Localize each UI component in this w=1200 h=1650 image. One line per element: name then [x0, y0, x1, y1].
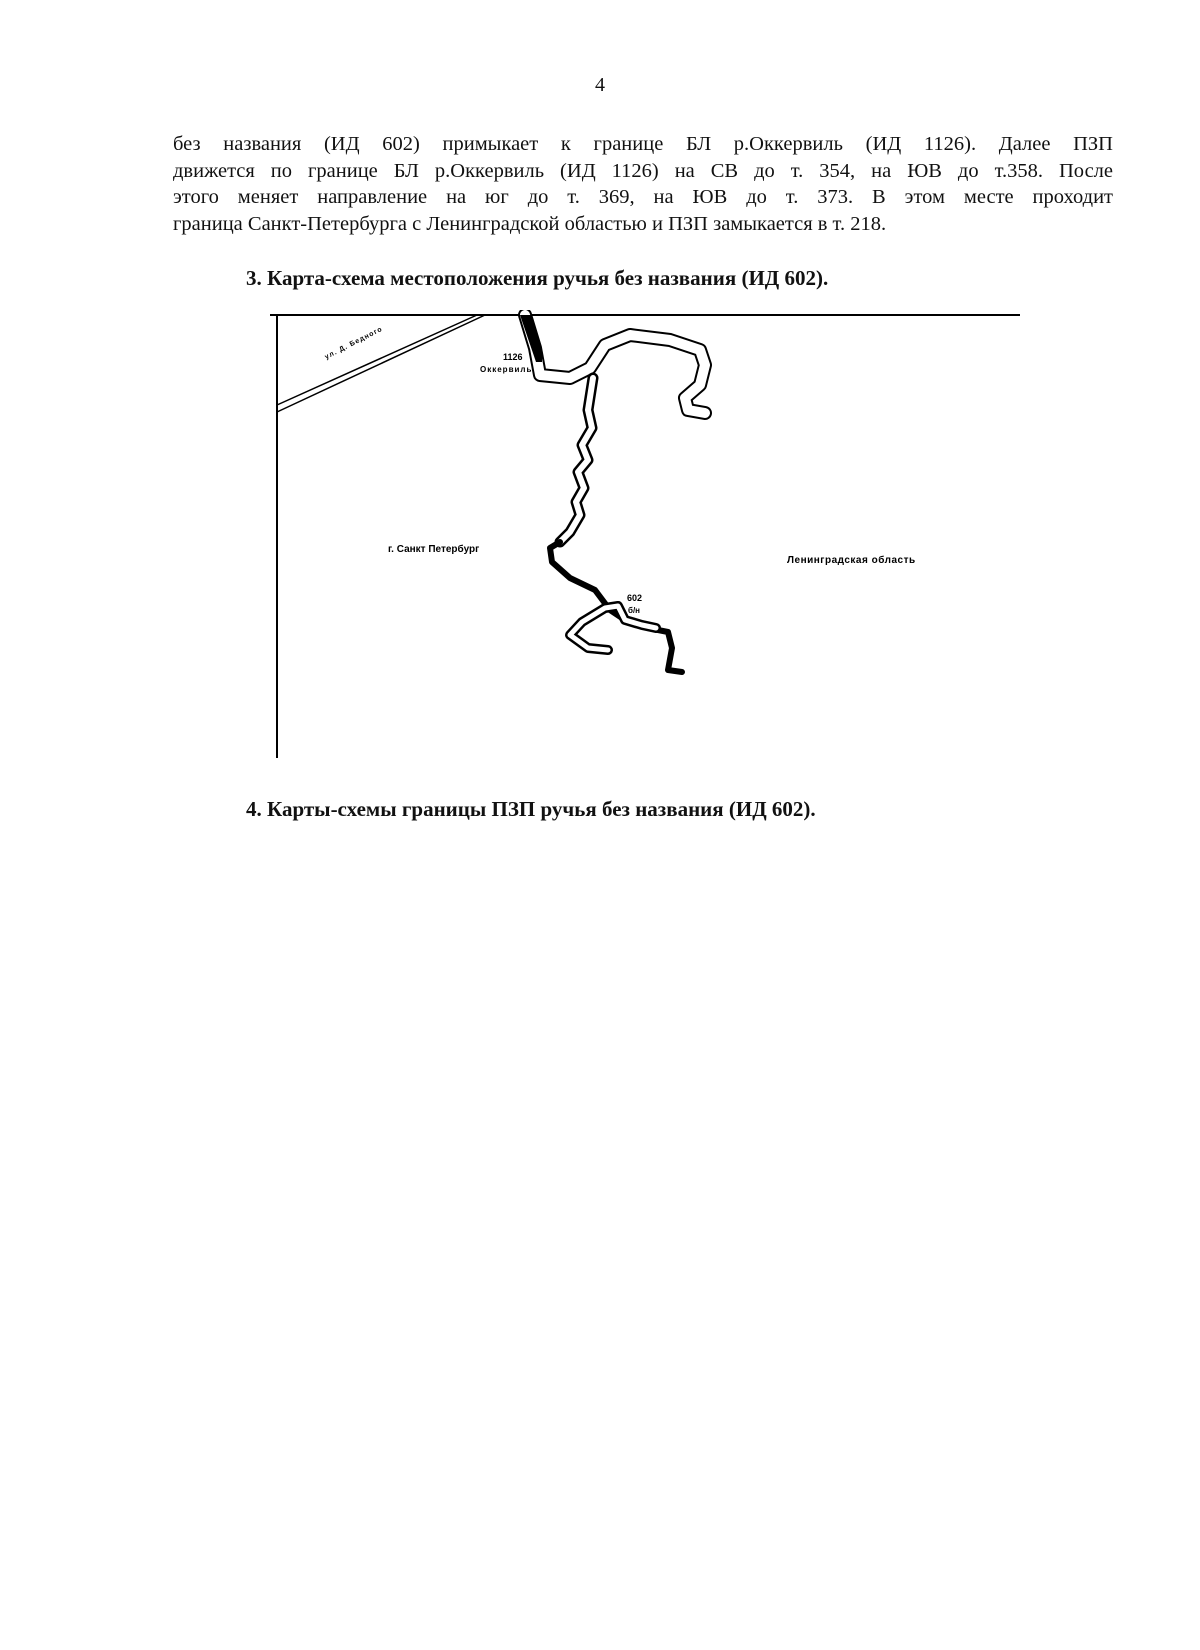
label-stream-id: 602	[627, 593, 643, 603]
stream-602-channel	[560, 378, 593, 542]
boundary-section-heading: 4. Карты-схемы границы ПЗП ручья без названия (ИД 602).	[246, 797, 816, 821]
label-leningrad-oblast: Ленинградская область	[787, 555, 916, 566]
paragraph-line: движется по границе БЛ р.Оккервиль (ИД 1126) на СВ до т. 354, на ЮВ до т.358. После	[173, 159, 1113, 182]
paragraph-line: этого меняет направление на юг до т. 369, на ЮВ до т. 373. В этом месте проходит	[173, 186, 1113, 208]
body-paragraph	[173, 131, 1113, 237]
okkervil-river-bank	[525, 315, 705, 413]
location-map	[270, 310, 1030, 770]
map-drawing	[270, 310, 1030, 770]
okkervil-river-channel	[525, 315, 705, 413]
label-saint-petersburg: г. Санкт Петербург	[388, 544, 480, 555]
paragraph-line: граница Санкт-Петербурга с Ленинградской областью и ПЗП замыкается в т. 218.	[173, 212, 887, 235]
label-okkervil-name: Оккервиль	[480, 365, 533, 374]
paragraph-line: без названия (ИД 602) примыкает к границе БЛ р.Оккервиль (ИД 1126). Далее ПЗП	[173, 133, 1113, 155]
map-section-heading: 3. Карта-схема местоположения ручья без названия (ИД 602).	[246, 266, 829, 290]
label-okkervil-id: 1126	[503, 352, 523, 362]
label-road: ул. Д. Бедного	[323, 325, 385, 361]
label-stream-name: б/н	[628, 606, 640, 615]
page-number: 4	[595, 74, 605, 96]
